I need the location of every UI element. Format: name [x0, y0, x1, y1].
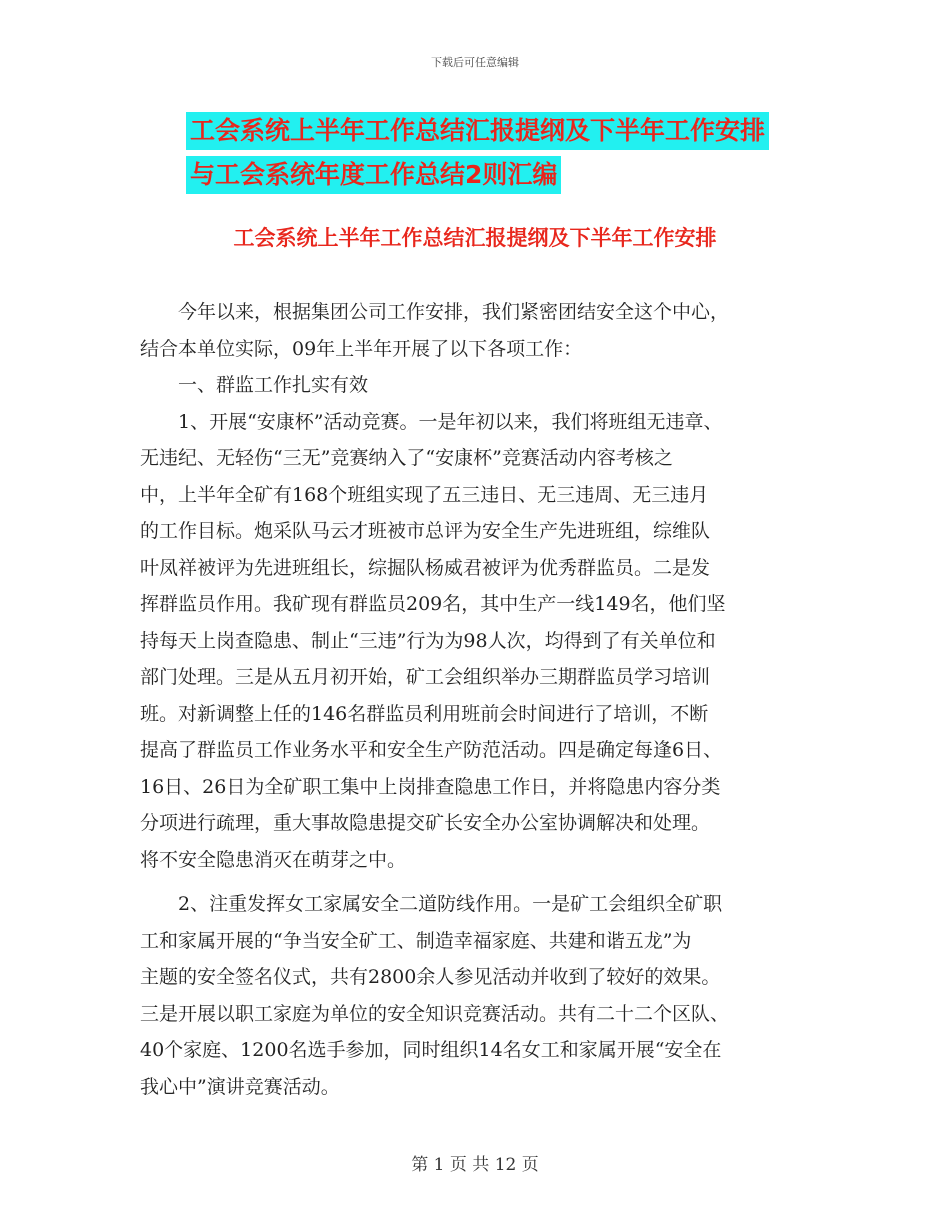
page-number-footer: 第 1 页 共 12 页 — [411, 1155, 539, 1175]
text-line: 将不安全隐患消灭在萌芽之中。 — [140, 848, 407, 871]
text-line: 今年以来，根据集团公司工作安排，我们紧密团结安全这个中心， — [140, 301, 730, 323]
text-line: 分项进行疏理，重大事故隐患提交矿长安全办公室协调解决和处理。 — [140, 812, 711, 834]
document-title-line-1: 工会系统上半年工作总结汇报提纲及下半年工作安排 — [186, 112, 769, 150]
text-line: 持每天上岗查隐患、制止“三违”行为为98人次，均得到了有关单位和 — [140, 629, 716, 652]
body-text — [140, 294, 830, 1105]
text-line: 1、开展“安康杯”活动竞赛。一是年初以来，我们将班组无违章、 — [140, 410, 723, 433]
text-line: 挥群监员作用。我矿现有群监员209名，其中生产一线149名，他们坚 — [140, 593, 726, 615]
document-title-line-2: 与工会系统年度工作总结2则汇编 — [186, 156, 561, 194]
text-line: 16日、26日为全矿职工集中上岗排查隐患工作日，并将隐患内容分类 — [140, 775, 721, 798]
text-line: 主题的安全签名仪式，共有2800余人参见活动并收到了较好的效果。 — [140, 966, 721, 988]
text-line: 我心中”演讲竞赛活动。 — [140, 1075, 340, 1098]
text-line: 中，上半年全矿有168个班组实现了五三违日、无三违周、无三违月 — [140, 483, 709, 506]
section-title: 工会系统上半年工作总结汇报提纲及下半年工作安排 — [233, 226, 717, 250]
text-line: 部门处理。三是从五月初开始，矿工会组织举办三期群监员学习培训 — [140, 666, 711, 688]
text-line: 40个家庭、1200名选手参加，同时组织14名女工和家属开展“安全在 — [140, 1039, 722, 1061]
text-line: 叶凤祥被评为先进班组长，综掘队杨威君被评为优秀群监员。二是发 — [140, 556, 711, 579]
text-line: 结合本单位实际，09年上半年开展了以下各项工作： — [140, 337, 583, 360]
text-line: 班。对新调整上任的146名群监员利用班前会时间进行了培训，不断 — [140, 702, 709, 725]
text-line: 三是开展以职工家庭为单位的安全知识竞赛活动。共有二十二个区队、 — [140, 1002, 730, 1025]
text-line: 提高了群监员工作业务水平和安全生产防范活动。四是确定每逢6日、 — [140, 739, 723, 761]
text-line: 工和家属开展的“争当安全矿工、制造幸福家庭、共建和谐五龙”为 — [140, 929, 692, 952]
text-line: 无违纪、无轻伤“三无”竞赛纳入了“安康杯”竞赛活动内容考核之 — [140, 447, 673, 469]
text-line: 一、群监工作扎实有效 — [140, 374, 369, 396]
text-line: 2、注重发挥女工家属安全二道防线作用。一是矿工会组织全矿职 — [140, 893, 723, 915]
text-line: 的工作目标。炮采队马云才班被市总评为安全生产先进班组，综维队 — [140, 520, 711, 542]
page-header-note: 下载后可任意编辑 — [431, 56, 519, 69]
